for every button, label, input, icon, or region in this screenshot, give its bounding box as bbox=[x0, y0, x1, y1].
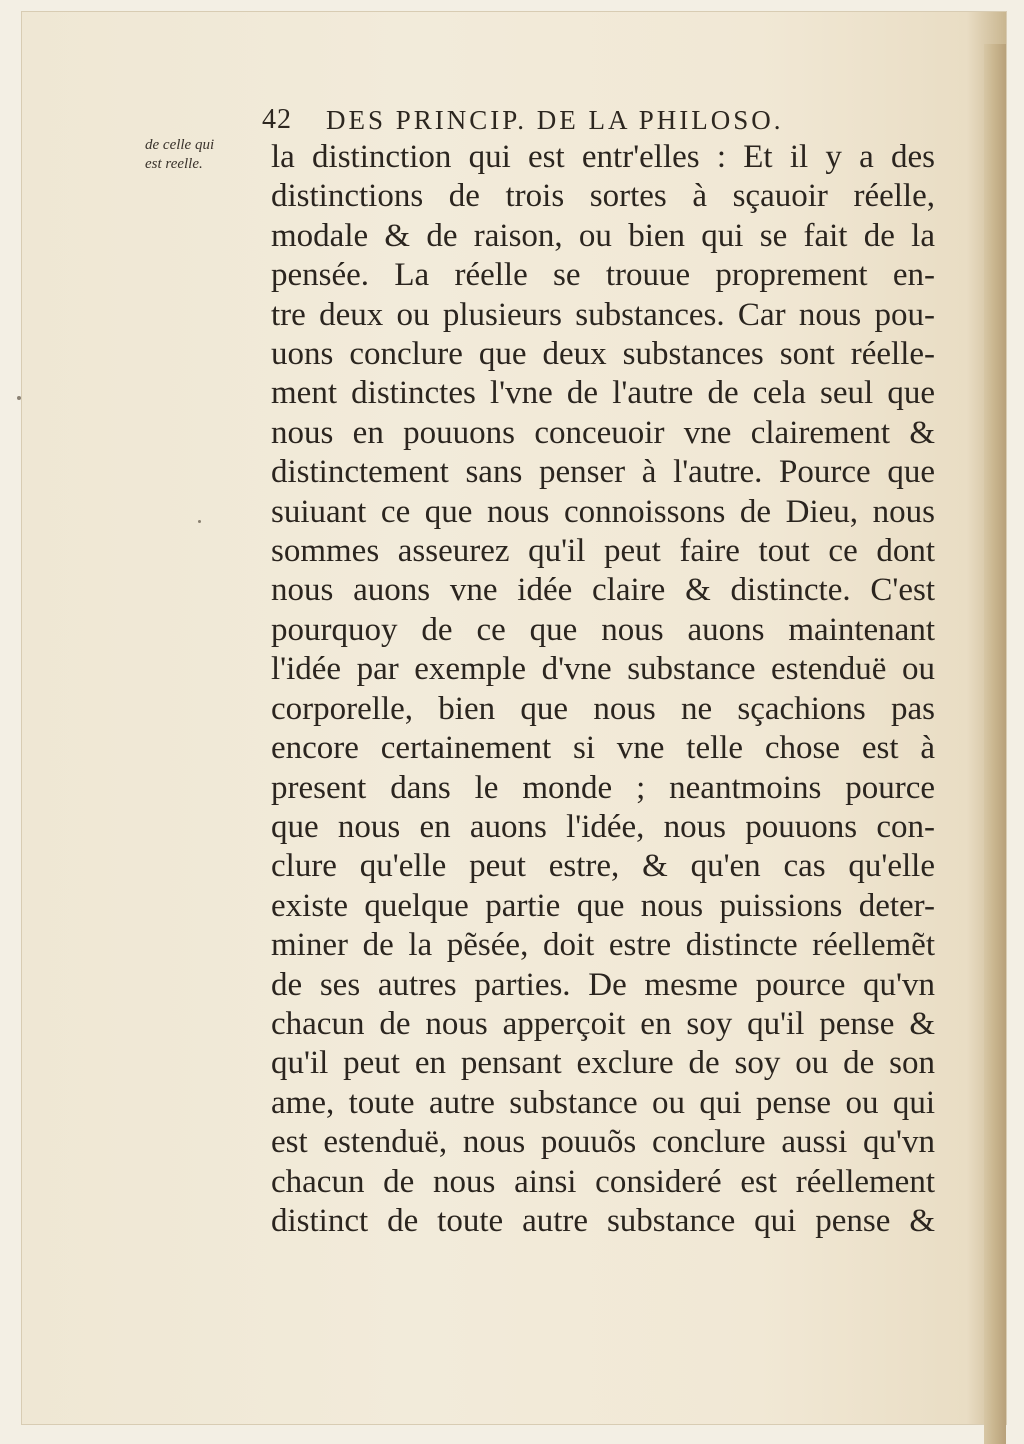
body-line: suiuant ce que nous connoissons de Dieu, nous bbox=[271, 493, 935, 530]
body-line: que nous en auons l'idée, nous pouuons con- bbox=[271, 808, 935, 845]
body-line: nous en pouuons conceuoir vne clairement & bbox=[271, 414, 935, 451]
body-line: de ses autres parties. De mesme pource qu'vn bbox=[271, 966, 935, 1003]
margin-note bbox=[145, 136, 245, 174]
ink-speck bbox=[198, 520, 201, 523]
body-line: miner de la pẽsée, doit estre distincte réellemẽt bbox=[271, 927, 935, 964]
body-line: distinctions de trois sortes à sçauoir réelle, bbox=[271, 178, 935, 215]
body-line: modale & de raison, ou bien qui se fait de la bbox=[271, 217, 935, 254]
body-line: nous auons vne idée claire & distincte. C'est bbox=[271, 572, 935, 609]
body-line: uons conclure que deux substances sont réelle- bbox=[271, 336, 935, 373]
page-header bbox=[262, 96, 942, 136]
body-line: ame, toute autre substance ou qui pense ou qui bbox=[271, 1084, 935, 1121]
body-line: qu'il peut en pensant exclure de soy ou de son bbox=[271, 1045, 935, 1082]
page-number: 42 bbox=[262, 104, 292, 135]
body-line: chacun de nous apperçoit en soy qu'il pense & bbox=[271, 1005, 935, 1042]
body-line: l'idée par exemple d'vne substance estenduë ou bbox=[271, 651, 935, 688]
body-line: chacun de nous ainsi consideré est réellement bbox=[271, 1163, 935, 1200]
page-edge bbox=[984, 44, 1006, 1444]
margin-note-line: est reelle. bbox=[145, 156, 203, 172]
body-text bbox=[271, 138, 935, 1258]
body-line: est estenduë, nous pouuõs conclure aussi qu'vn bbox=[271, 1124, 935, 1161]
body-line: corporelle, bien que nous ne sçachions pas bbox=[271, 690, 935, 727]
body-line: existe quelque partie que nous puissions deter- bbox=[271, 887, 935, 924]
ink-speck bbox=[17, 396, 21, 400]
body-line: sommes asseurez qu'il peut faire tout ce dont bbox=[271, 533, 935, 570]
running-title: DES PRINCIP. DE LA PHILOSO. bbox=[326, 105, 784, 135]
body-line: distinct de toute autre substance qui pense & bbox=[271, 1202, 935, 1239]
body-line: tre deux ou plusieurs substances. Car nous pou- bbox=[271, 296, 935, 333]
body-line: present dans le monde ; neantmoins pource bbox=[271, 769, 935, 806]
body-line: distinctement sans penser à l'autre. Pource que bbox=[271, 454, 935, 491]
body-line: ment distinctes l'vne de l'autre de cela seul que bbox=[271, 375, 935, 412]
body-line: pensée. La réelle se trouue proprement en- bbox=[271, 257, 935, 294]
body-line: encore certainement si vne telle chose est à bbox=[271, 730, 935, 767]
body-line: la distinction qui est entr'elles : Et il y a des bbox=[271, 139, 935, 175]
body-line: clure qu'elle peut estre, & qu'en cas qu'elle bbox=[271, 848, 935, 885]
book-page bbox=[22, 12, 1006, 1424]
margin-note-line: de celle qui bbox=[145, 137, 215, 153]
body-line: pourquoy de ce que nous auons maintenant bbox=[271, 611, 935, 648]
